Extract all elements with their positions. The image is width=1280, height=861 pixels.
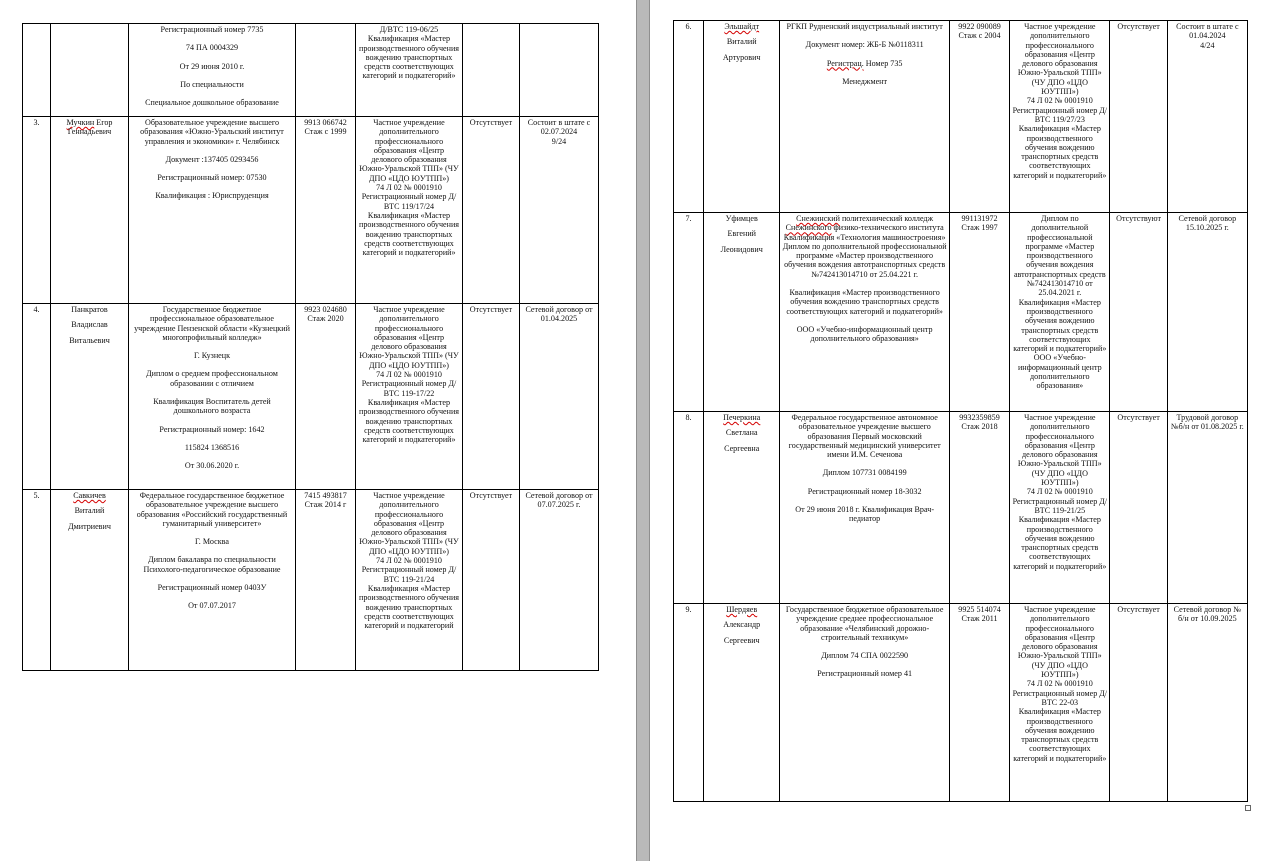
employment-cell: [1167, 604, 1247, 802]
snils-experience-cell: [296, 24, 356, 117]
table-row: [674, 21, 1248, 213]
education-line: ООО «Учебно-информационный центр дополнительного образования»: [796, 324, 933, 344]
qualification-cell-text: Диплом по дополнительной профессиональной программе «Мастер производственного обучения вождения автотранспортных средств №742413014710 от 25.04.2021 г. Квалификация «Мастер производственного обучения вождению транспортных средств соответствующих категорий и подкатегорий» ООО «Учебно-информационный центр дополнительного образования»: [1013, 214, 1107, 391]
education-line: РГКП Рудненский индустриальный институт: [786, 22, 943, 31]
education-line: Квалификация : Юриспруденция: [155, 191, 269, 201]
page-gutter: [636, 0, 650, 861]
education-line: Документ :137405 0293456: [165, 154, 259, 164]
snils-experience-cell-text: 9923 024680 Стаж 2020: [304, 305, 347, 324]
snils-experience-cell-text: 7415 493817 Стаж 2014 г: [304, 491, 347, 510]
qualification-cell-text: Частное учреждение дополнительного профессионального образования «Центр делового образования Южно-Уральской ТПП» (ЧУ ДПО «ЦДО ЮУТПП») 74 Л 02 № 0001910 Регистрационный номер Д/ВТС 119/17/24 Квалификация «Мастер производственного обучения вождению транспортных средств соответствующих категорий и подкатегорий»: [358, 118, 459, 258]
employee-name-part: Леонидович: [720, 244, 763, 254]
qualification-cell-text: Частное учреждение дополнительного профессионального образования «Центр делового образования Южно-Уральской ТПП» (ЧУ ДПО «ЦДО ЮУТПП») 74 Л 02 № 0001910 Регистрационный номер Д/ВТС 119-21/24 Квалификация «Мастер производственного обучения вождению транспортных средств соответствующих категорий и подкатегорий: [358, 491, 459, 631]
education-line: 74 ПА 0004329: [185, 43, 239, 53]
row-number-cell: [23, 117, 51, 304]
table-row: [23, 24, 599, 117]
education-line: Государственное бюджетное образовательное учреждение среднее профессиональное образование «Челябинский дорожно-строительный техникум»: [785, 605, 944, 642]
employment-cell-text: Сетевой договор от 07.07.2025 г.: [525, 491, 593, 510]
criminal-record-cell: [463, 24, 520, 117]
employee-name-part: Евгений: [727, 229, 757, 239]
snils-experience-cell: [949, 213, 1009, 412]
criminal-record-cell: [1110, 213, 1167, 412]
employee-name-cell: [704, 604, 780, 802]
education-line: От 07.07.2017: [188, 601, 236, 611]
qualification-cell-text: Частное учреждение дополнительного профессионального образования «Центр делового образования Южно-Уральской ТПП» (ЧУ ДПО «ЦДО ЮУТПП») 74 Л 02 № 0001910 Регистрационный номер Д/ВТС 22-03 Квалификация «Мастер производственного обучения вождению транспортных средств соответствующих категорий и подкатегорий»: [1012, 605, 1108, 763]
qualification-cell-text: Частное учреждение дополнительного профессионального образования «Центр делового образования Южно-Уральской ТПП» (ЧУ ДПО «ЦДО ЮУТПП») 74 Л 02 № 0001910 Регистрационный номер Д/ВТС 119/27/23 Квалификация «Мастер производственного обучения вождению транспортных средств соответствующих категорий и подкатегорий»: [1012, 22, 1108, 180]
row-number-cell: [23, 24, 51, 117]
employee-name-part: Дмитриевич: [68, 521, 111, 531]
staff-table-right: [673, 20, 1248, 802]
row-number-cell-text: 7.: [685, 214, 692, 223]
qualification-cell: [1010, 604, 1110, 802]
criminal-record-cell: [1110, 412, 1167, 604]
criminal-record-cell-text: Отсутствует: [1117, 413, 1160, 422]
row-number-cell: [23, 490, 51, 671]
education-cell: [129, 24, 296, 117]
education-line: Г. Кузнецк: [193, 351, 231, 361]
qualification-cell: [356, 304, 463, 490]
row-number-cell-text: 9.: [685, 605, 692, 614]
criminal-record-cell-text: Отсутствуют: [1116, 214, 1161, 223]
employee-name-part: Владислав: [71, 320, 108, 330]
snils-experience-cell-text: 9913 066742 Стаж с 1999: [304, 118, 347, 137]
education-line: Квалификация «Мастер производственного обучения вождению транспортных средств соответствующих категорий и подкатегорий»: [786, 288, 943, 316]
qualification-cell-text: Д/ВТС 119-06/25 Квалификация «Мастер производственного обучения вождению транспортных средств соответствующих категорий и подкатегорий»: [358, 25, 459, 81]
education-line: Снежинский политехнический колледж Снежинского физико-технического института Квалификация «Технология машиностроения» Диплом по дополнительной профессиональной программе «Мастер производственного обучения вождения автотранспортных средств №742413014710 от 25.04.221 г.: [782, 214, 947, 279]
table-resize-handle[interactable]: [1245, 805, 1251, 811]
employee-name-cell: [51, 24, 129, 117]
table-row: [674, 213, 1248, 412]
qualification-cell: [356, 117, 463, 304]
qualification-cell: [356, 24, 463, 117]
document-page-right: [650, 0, 1280, 861]
education-line: Федеральное государственное бюджетное образовательное учреждение высшего образования «Российский государственный гуманитарный университет»: [136, 491, 288, 528]
row-number-cell-text: 3.: [33, 118, 40, 127]
education-line: По специальности: [180, 79, 244, 89]
qualification-cell-text: Частное учреждение дополнительного профессионального образования «Центр делового образования Южно-Уральской ТПП» (ЧУ ДПО «ЦДО ЮУТПП») 74 Л 02 № 0001910 Регистрационный номер Д/ВТС 119-17/22 Квалификация «Мастер производственного обучения вождению транспортных средств соответствующих категорий и подкатегорий»: [358, 305, 459, 445]
employee-name-part: Виталий: [726, 37, 757, 47]
table-row: [23, 117, 599, 304]
education-line: Квалификация Воспитатель детей дошкольного возраста: [153, 397, 271, 416]
employment-cell-text: Состоит в штате с 01.04.2024 4/24: [1176, 22, 1239, 50]
criminal-record-cell: [463, 304, 520, 490]
employee-name-part: Савкичев: [73, 491, 106, 500]
education-line: Специальное дошкольное образование: [145, 98, 279, 108]
table-row: [674, 412, 1248, 604]
criminal-record-cell-text: Отсутствует: [469, 305, 513, 314]
row-number-cell: [674, 21, 704, 213]
snils-experience-cell: [296, 117, 356, 304]
education-line: Регистрационный номер 18-3032: [807, 486, 922, 496]
employment-cell: [520, 304, 599, 490]
education-line: Диплом 107731 0084199: [822, 468, 907, 478]
employee-name-cell: [704, 21, 780, 213]
row-number-cell-text: 8.: [685, 413, 692, 422]
education-line: Документ номер: ЖБ-Б №0118311: [805, 40, 924, 50]
employee-name-part: Панкратов: [71, 305, 108, 314]
criminal-record-cell-text: Отсутствует: [1117, 22, 1160, 31]
snils-experience-cell: [296, 304, 356, 490]
criminal-record-cell-text: Отсутствует: [469, 118, 513, 127]
snils-experience-cell-text: 9925 514074 Стаж 2011: [958, 605, 1001, 624]
qualification-cell: [1010, 412, 1110, 604]
row-number-cell-text: 4.: [33, 305, 40, 314]
employee-name-cell: [704, 213, 780, 412]
snils-experience-cell: [296, 490, 356, 671]
snils-experience-cell-text: 991131972 Стаж 1997: [961, 214, 998, 233]
education-line: Регистрационный номер: 07530: [157, 173, 267, 183]
education-line: Регистрационный номер 0403У: [157, 583, 267, 593]
employment-cell: [1167, 412, 1247, 604]
education-line: От 29 июня 2018 г. Квалификация Врач-педиатор: [795, 505, 935, 524]
education-line: Регистрационный номер 7735: [160, 25, 264, 34]
staff-table-left: [22, 23, 599, 671]
criminal-record-cell: [463, 117, 520, 304]
employee-name-cell: [51, 117, 129, 304]
education-cell: [780, 604, 950, 802]
row-number-cell: [674, 213, 704, 412]
education-line: Регистрац. Номер 735: [826, 58, 903, 68]
education-line: Образовательное учреждение высшего образования «Южно-Уральский институт управления и экономики» г. Челябинск: [140, 118, 284, 146]
education-line: Г. Москва: [195, 537, 229, 547]
education-line: Диплом 74 СПА 0022590: [821, 651, 909, 661]
education-cell: [129, 490, 296, 671]
document-page-left: [0, 0, 636, 861]
employment-cell-text: Трудовой договор №б/н от 01.08.2025 г.: [1170, 413, 1244, 432]
criminal-record-cell-text: Отсутствует: [469, 491, 513, 500]
employee-name-part: Сергеевна: [724, 443, 760, 453]
education-cell: [780, 213, 950, 412]
snils-experience-cell-text: 9922 090089 Стаж с 2004: [958, 22, 1001, 41]
employment-cell: [1167, 213, 1247, 412]
employment-cell: [1167, 21, 1247, 213]
employee-name-part: Уфимцев: [725, 214, 758, 223]
education-line: Государственное бюджетное профессиональное образовательное учреждение Пензенской области «Кузнецкий многопрофильный колледж»: [134, 305, 290, 342]
education-cell: [129, 117, 296, 304]
employment-cell: [520, 117, 599, 304]
employee-name-part: Витальевич: [69, 335, 110, 345]
table-row: [674, 604, 1248, 802]
education-line: Менеджмент: [842, 76, 888, 86]
qualification-cell: [1010, 213, 1110, 412]
employee-name-part: Сергеевич: [723, 635, 760, 645]
education-line: Регистрационный номер 41: [817, 669, 913, 679]
qualification-cell: [356, 490, 463, 671]
employment-cell-text: Сетевой договор № б/н от 10.09.2025: [1173, 605, 1242, 624]
education-line: Диплом бакалавра по специальности Психолого-педагогическое образование: [143, 555, 281, 574]
employee-name-cell: [704, 412, 780, 604]
education-line: 115824 1368516: [184, 442, 240, 452]
snils-experience-cell: [949, 21, 1009, 213]
table-row: [23, 304, 599, 490]
row-number-cell: [23, 304, 51, 490]
education-cell: [780, 412, 950, 604]
employee-name-part: Печеркина: [723, 413, 761, 422]
education-line: От 29 июня 2010 г.: [179, 61, 245, 71]
row-number-cell-text: 5.: [33, 491, 40, 500]
education-line: Федеральное государственное автономное образовательное учреждение высшего образования Первый московский государственный медицинский университет имени И.М. Сеченова: [788, 413, 941, 460]
employment-cell-text: Сетевой договор 15.10.2025 г.: [1178, 214, 1237, 233]
criminal-record-cell: [1110, 21, 1167, 213]
employee-name-part: Мучкин Егор Геннадьевич: [66, 118, 113, 137]
education-line: От 30.06.2020 г.: [184, 461, 240, 471]
employee-name-cell: [51, 490, 129, 671]
employment-cell: [520, 490, 599, 671]
snils-experience-cell: [949, 412, 1009, 604]
education-line: Регистрационный номер: 1642: [159, 424, 265, 434]
employment-cell-text: Сетевой договор от 01.04.2025: [525, 305, 593, 324]
row-number-cell-text: 6.: [685, 22, 692, 31]
snils-experience-cell-text: 9932359859 Стаж 2018: [959, 413, 1000, 432]
employee-name-part: Виталий: [74, 506, 105, 516]
criminal-record-cell: [463, 490, 520, 671]
employee-name-part: Эльшайдт: [724, 22, 760, 31]
row-number-cell: [674, 604, 704, 802]
employee-name-cell: [51, 304, 129, 490]
employment-cell: [520, 24, 599, 117]
employment-cell-text: Состоит в штате с 02.07.2024 9/24: [527, 118, 591, 146]
row-number-cell: [674, 412, 704, 604]
snils-experience-cell: [949, 604, 1009, 802]
education-line: Диплом о среднем профессиональном образовании с отличием: [146, 369, 278, 388]
employee-name-part: Шердяев: [726, 605, 758, 614]
education-cell: [129, 304, 296, 490]
employee-name-part: Александр: [723, 620, 761, 630]
employee-name-part: Светлана: [725, 428, 758, 438]
education-cell: [780, 21, 950, 213]
qualification-cell: [1010, 21, 1110, 213]
qualification-cell-text: Частное учреждение дополнительного профессионального образования «Центр делового образования Южно-Уральской ТПП» (ЧУ ДПО «ЦДО ЮУТПП») 74 Л 02 № 0001910 Регистрационный номер Д/ВТС 119-21/25 Квалификация «Мастер производственного обучения вождению транспортных средств соответствующих категорий и подкатегорий»: [1012, 413, 1108, 571]
criminal-record-cell: [1110, 604, 1167, 802]
employee-name-part: Артурович: [722, 52, 761, 62]
table-row: [23, 490, 599, 671]
criminal-record-cell-text: Отсутствует: [1117, 605, 1160, 614]
